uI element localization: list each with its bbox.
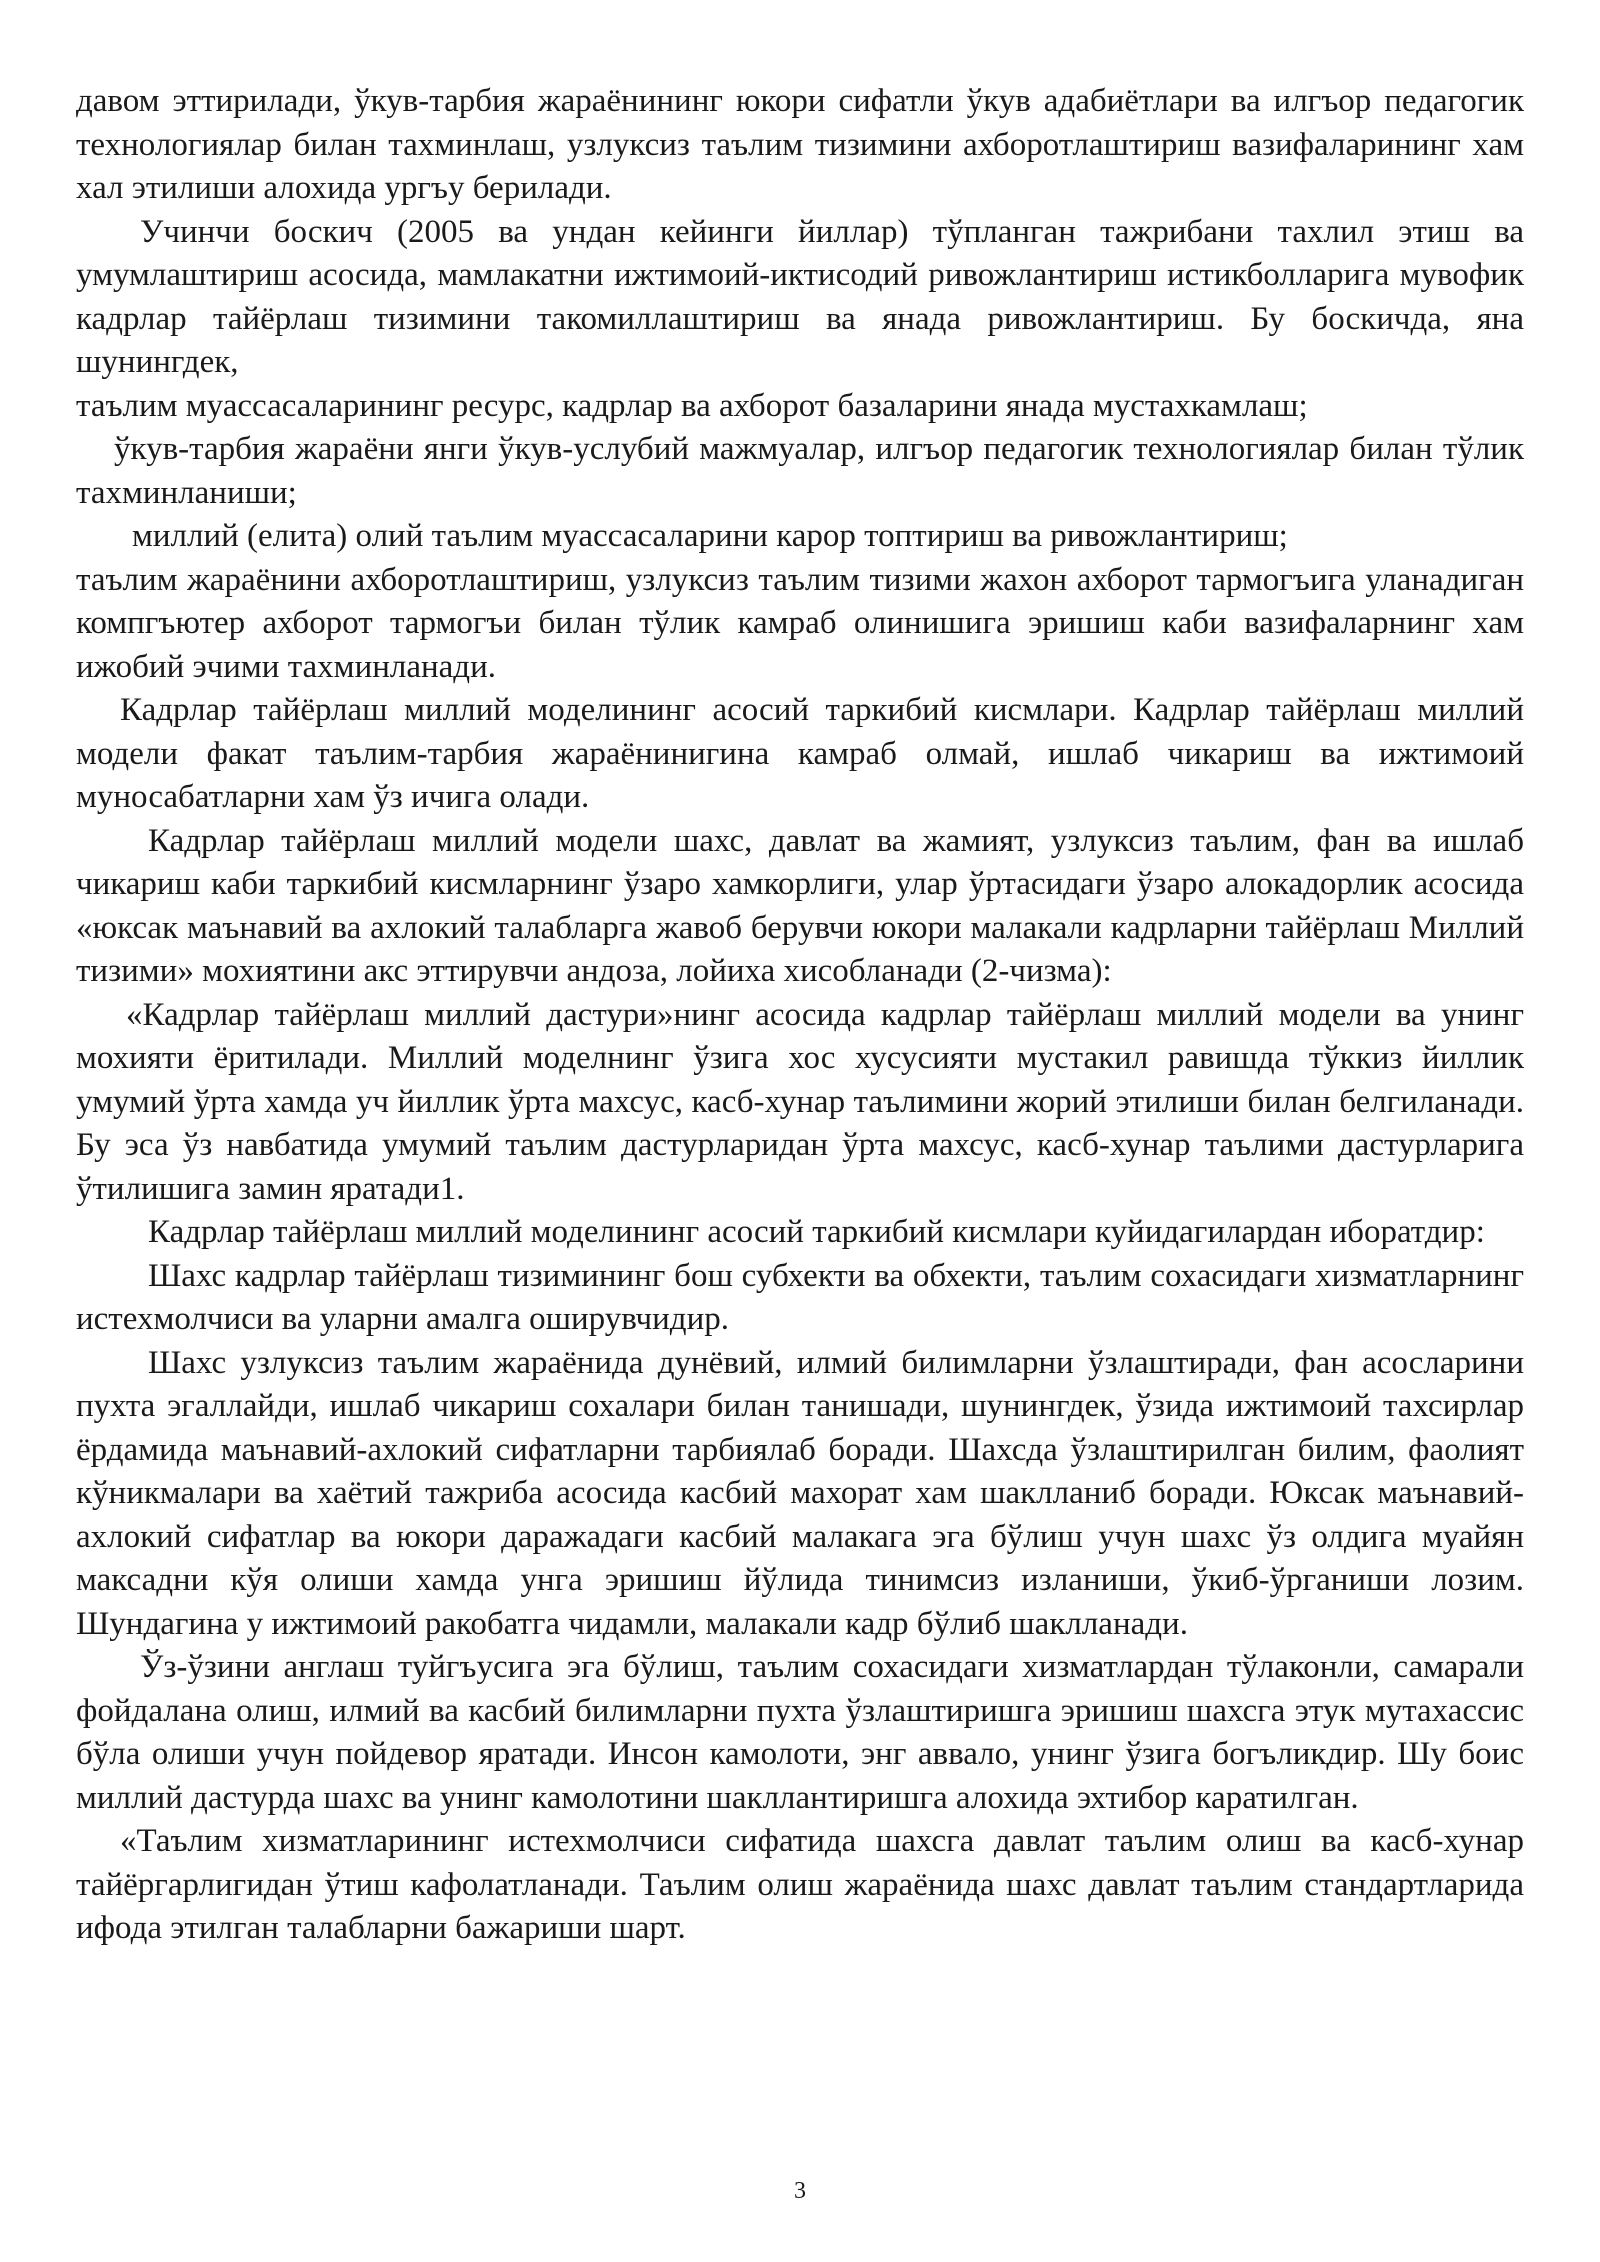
list-item-elite-institutions: миллий (елита) олий таълим муассасаларини карор топтириш ва ривожлантириш;	[132, 518, 1288, 554]
list-item-methodology: ўкув-тарбия жараёни янги ўкув-услубий мажмуалар, илгъор педагогик технологиялар билан тўлик тахминланиши;	[76, 431, 1524, 511]
document-page	[76, 80, 1524, 1951]
paragraph-components-list-intro: Кадрлар тайёрлаш миллий моделининг асосий таркибий кисмлари куйидагилардан иборатдир:	[148, 1214, 1485, 1250]
list-item-resources: таълим муассасаларининг ресурс, кадрлар ва ахборот базаларини янада мустахкамлаш;	[76, 387, 1308, 424]
paragraph-model-components-heading: Кадрлар тайёрлаш миллий моделининг асосий таркибий кисмлари. Кадрлар тайёрлаш миллий модели факат таълим-тарбия жараёнинигина камраб олмай, ишлаб чикариш ва ижтимоий муносабатларни хам ўз ичига олади.	[76, 692, 1524, 815]
paragraph-education-consumer: «Таълим хизматларининг истехмолчиси сифатида шахсга давлат таълим олиш ва касб-хунар тайёргарлигидан ўтиш кафолатланади. Таълим олиш жараёнида шахс давлат таълим стандартларида ифода этилган талабларни бажариши шарт.	[76, 1823, 1524, 1946]
paragraph-model-definition: Кадрлар тайёрлаш миллий модели шахс, давлат ва жамият, узлуксиз таълим, фан ва ишлаб чикариш каби таркибий кисмларнинг ўзаро хамкорлиги, улар ўртасидаги ўзаро алокадорлик асосида «юксак маънавий ва ахлокий талабларга жавоб берувчи юкори малакали кадрларни тайёрлаш Миллий тизими» мохиятини акс эттирувчи андоза, лойиха хисобланади (2-чизма):	[76, 822, 1524, 989]
page-number: 3	[794, 2178, 806, 2204]
list-item-informatization: таълим жараёнини ахборотлаштириш, узлуксиз таълим тизими жахон ахборот тармогъига уланадиган компгъютер ахборот тармогъи билан тўлик камраб олинишига эришиш каби вазифаларнинг хам ижобий эчими тахминланади.	[76, 561, 1524, 685]
paragraph-third-stage: Учинчи боскич (2005 ва ундан кейинги йиллар) тўпланган тажрибани тахлил этиш ва умумлаштириш асосида, мамлакатни ижтимоий-иктисодий ривожлантириш истикболларига мувофик кадрлар тайёрлаш тизимини такомиллаштириш ва янада ривожлантириш. Бу боскичда, яна шунингдек,	[76, 213, 1524, 380]
paragraph-person-subject: Шахс кадрлар тайёрлаш тизимининг бош субхекти ва обхекти, таълим сохасидаги хизматларнинг истехмолчиси ва уларни амалга оширувчидир.	[76, 1257, 1524, 1337]
paragraph-national-program: «Кадрлар тайёрлаш миллий дастури»нинг асосида кадрлар тайёрлаш миллий модели ва унинг мохияти ёритилади. Миллий моделнинг ўзига хос хусусияти мустакил равишда тўккиз йиллик умумий ўрта хамда уч йиллик ўрта махсус, касб-хунар таълимини жорий этилиши билан белгиланади. Бу эса ўз навбатида умумий таълим дастурларидан ўрта махсус, касб-хунар таълими дастурларига ўтилишига замин яратади1.	[76, 996, 1524, 1207]
paragraph-person-learning: Шахс узлуксиз таълим жараёнида дунёвий, илмий билимларни ўзлаштиради, фан асосларини пухта эгаллайди, ишлаб чикариш сохалари билан танишади, шунингдек, ўзида ижтимоий тахсирлар ёрдамида маънавий-ахлокий сифатларни тарбиялаб боради. Шахсда ўзлаштирилган билим, фаолият кўникмалари ва хаётий тажриба асосида касбий махорат хам шаклланиб боради. Юксак маънавий-ахлокий сифатлар ва юкори даражадаги касбий малакага эга бўлиш учун шахс ўз олдига муайян максадни кўя олиши хамда унга эришиш йўлида тинимсиз изланиши, ўкиб-ўрганиши лозим. Шундагина у ижтимоий ракобатга чидамли, малакали кадр бўлиб шаклланади.	[76, 1344, 1524, 1642]
paragraph-self-awareness: Ўз-ўзини англаш туйгъусига эга бўлиш, таълим сохасидаги хизматлардан тўлаконли, самарали фойдалана олиш, илмий ва касбий билимларни пухта ўзлаштиришга эришиш шахсга этук мутахассис бўла олиши учун пойдевор яратади. Инсон камолоти, энг аввало, унинг ўзига богъликдир. Шу боис миллий дастурда шахс ва унинг камолотини шакллантиришга алохида эхтибор каратилган.	[76, 1649, 1524, 1816]
paragraph-continuation: давом эттирилади, ўкув-тарбия жараёнининг юкори сифатли ўкув адабиётлари ва илгъор педагогик технологиялар билан тахминлаш, узлуксиз таълим тизимини ахборотлаштириш вазифаларининг хам хал этилиши алохида ургъу берилади.	[76, 83, 1524, 206]
